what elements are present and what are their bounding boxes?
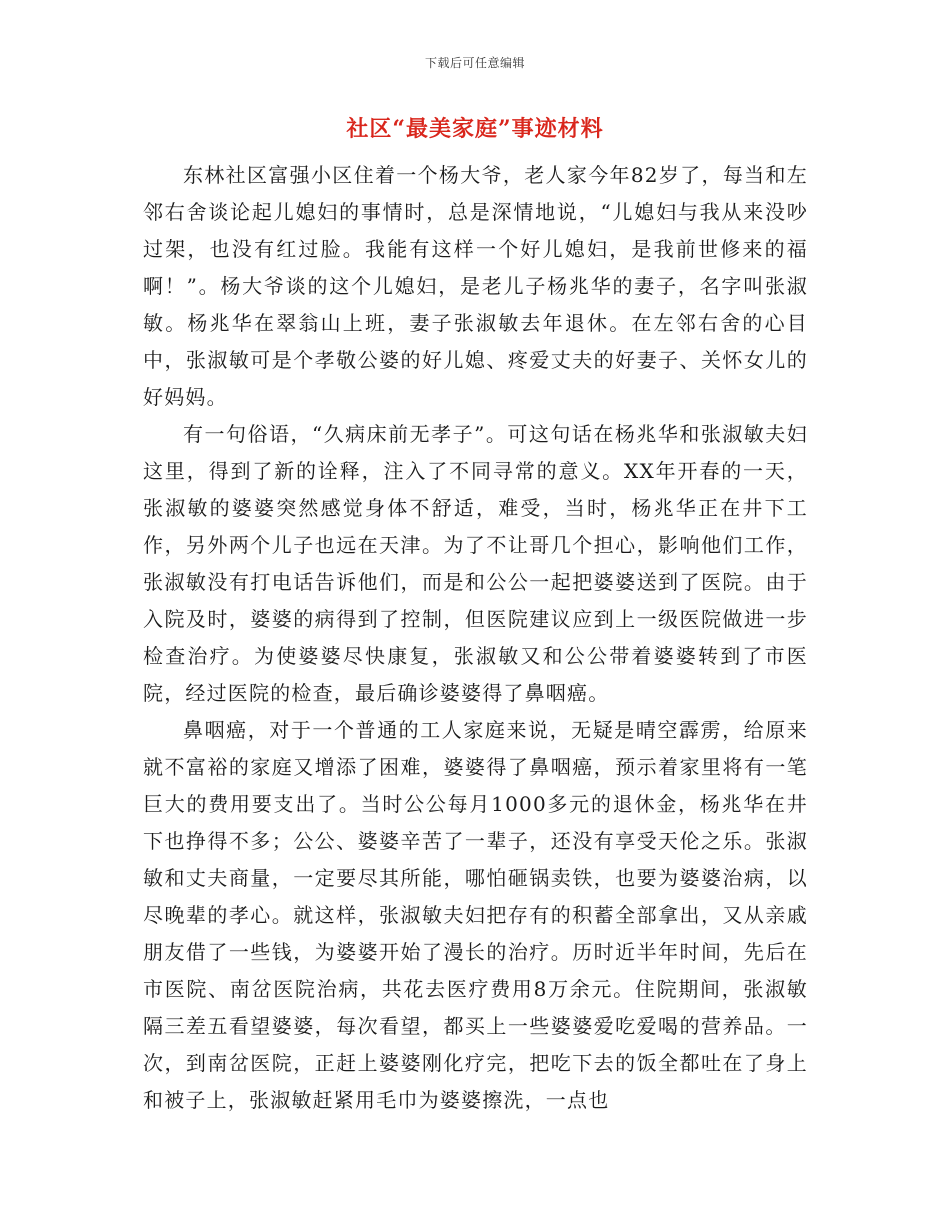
document-body (143, 157, 808, 1119)
paragraph-2: 有一句俗语，“久病床前无孝子”。可这句话在杨兆华和张淑敏夫妇这里，得到了新的诠释，注入了不同寻常的意义。XX年开春的一天，张淑敏的婆婆突然感觉身体不舒适，难受，当时，杨兆华正在井下工作，另外两个儿子也远在天津。为了不让哥几个担心，影响他们工作，张淑敏没有打电话告诉他们，而是和公公一起把婆婆送到了医院。由于入院及时，婆婆的病得到了控制，但医院建议应到上一级医院做进一步检查治疗。为使婆婆尽快康复，张淑敏又和公公带着婆婆转到了市医院，经过医院的检查，最后确诊婆婆得了鼻咽癌。 (143, 422, 808, 705)
paragraph-1: 东林社区富强小区住着一个杨大爷，老人家今年82岁了，每当和左邻右舍谈论起儿媳妇的事情时，总是深情地说，“儿媳妇与我从来没吵过架，也没有红过脸。我能有这样一个好儿媳妇，是我前世修来的福啊！”。杨大爷谈的这个儿媳妇，是老儿子杨兆华的妻子，名字叫张淑敏。杨兆华在翠翁山上班，妻子张淑敏去年退休。在左邻右舍的心目中，张淑敏可是个孝敬公婆的好儿媳、疼爱丈夫的好妻子、关怀女儿的好妈妈。 (143, 163, 808, 409)
paragraph-3: 鼻咽癌，对于一个普通的工人家庭来说，无疑是晴空霹雳，给原来就不富裕的家庭又增添了困难，婆婆得了鼻咽癌，预示着家里将有一笔巨大的费用要支出了。当时公公每月1000多元的退休金，杨兆华在井下也挣得不多；公公、婆婆辛苦了一辈子，还没有享受天伦之乐。张淑敏和丈夫商量，一定要尽其所能，哪怕砸锅卖铁，也要为婆婆治病，以尽晚辈的孝心。就这样，张淑敏夫妇把存有的积蓄全部拿出，又从亲戚朋友借了一些钱，为婆婆开始了漫长的治疗。历时近半年时间，先后在市医院、南岔医院治病，共花去医疗费用8万余元。住院期间，张淑敏隔三差五看望婆婆，每次看望，都买上一些婆婆爱吃爱喝的营养品。一次，到南岔医院，正赶上婆婆刚化疗完，把吃下去的饭全都吐在了身上和被子上，张淑敏赶紧用毛巾为婆婆擦洗，一点也 (143, 718, 808, 1112)
document-title: 社区“最美家庭”事迹材料 (346, 116, 604, 142)
header-note: 下载后可任意编辑 (424, 56, 525, 70)
